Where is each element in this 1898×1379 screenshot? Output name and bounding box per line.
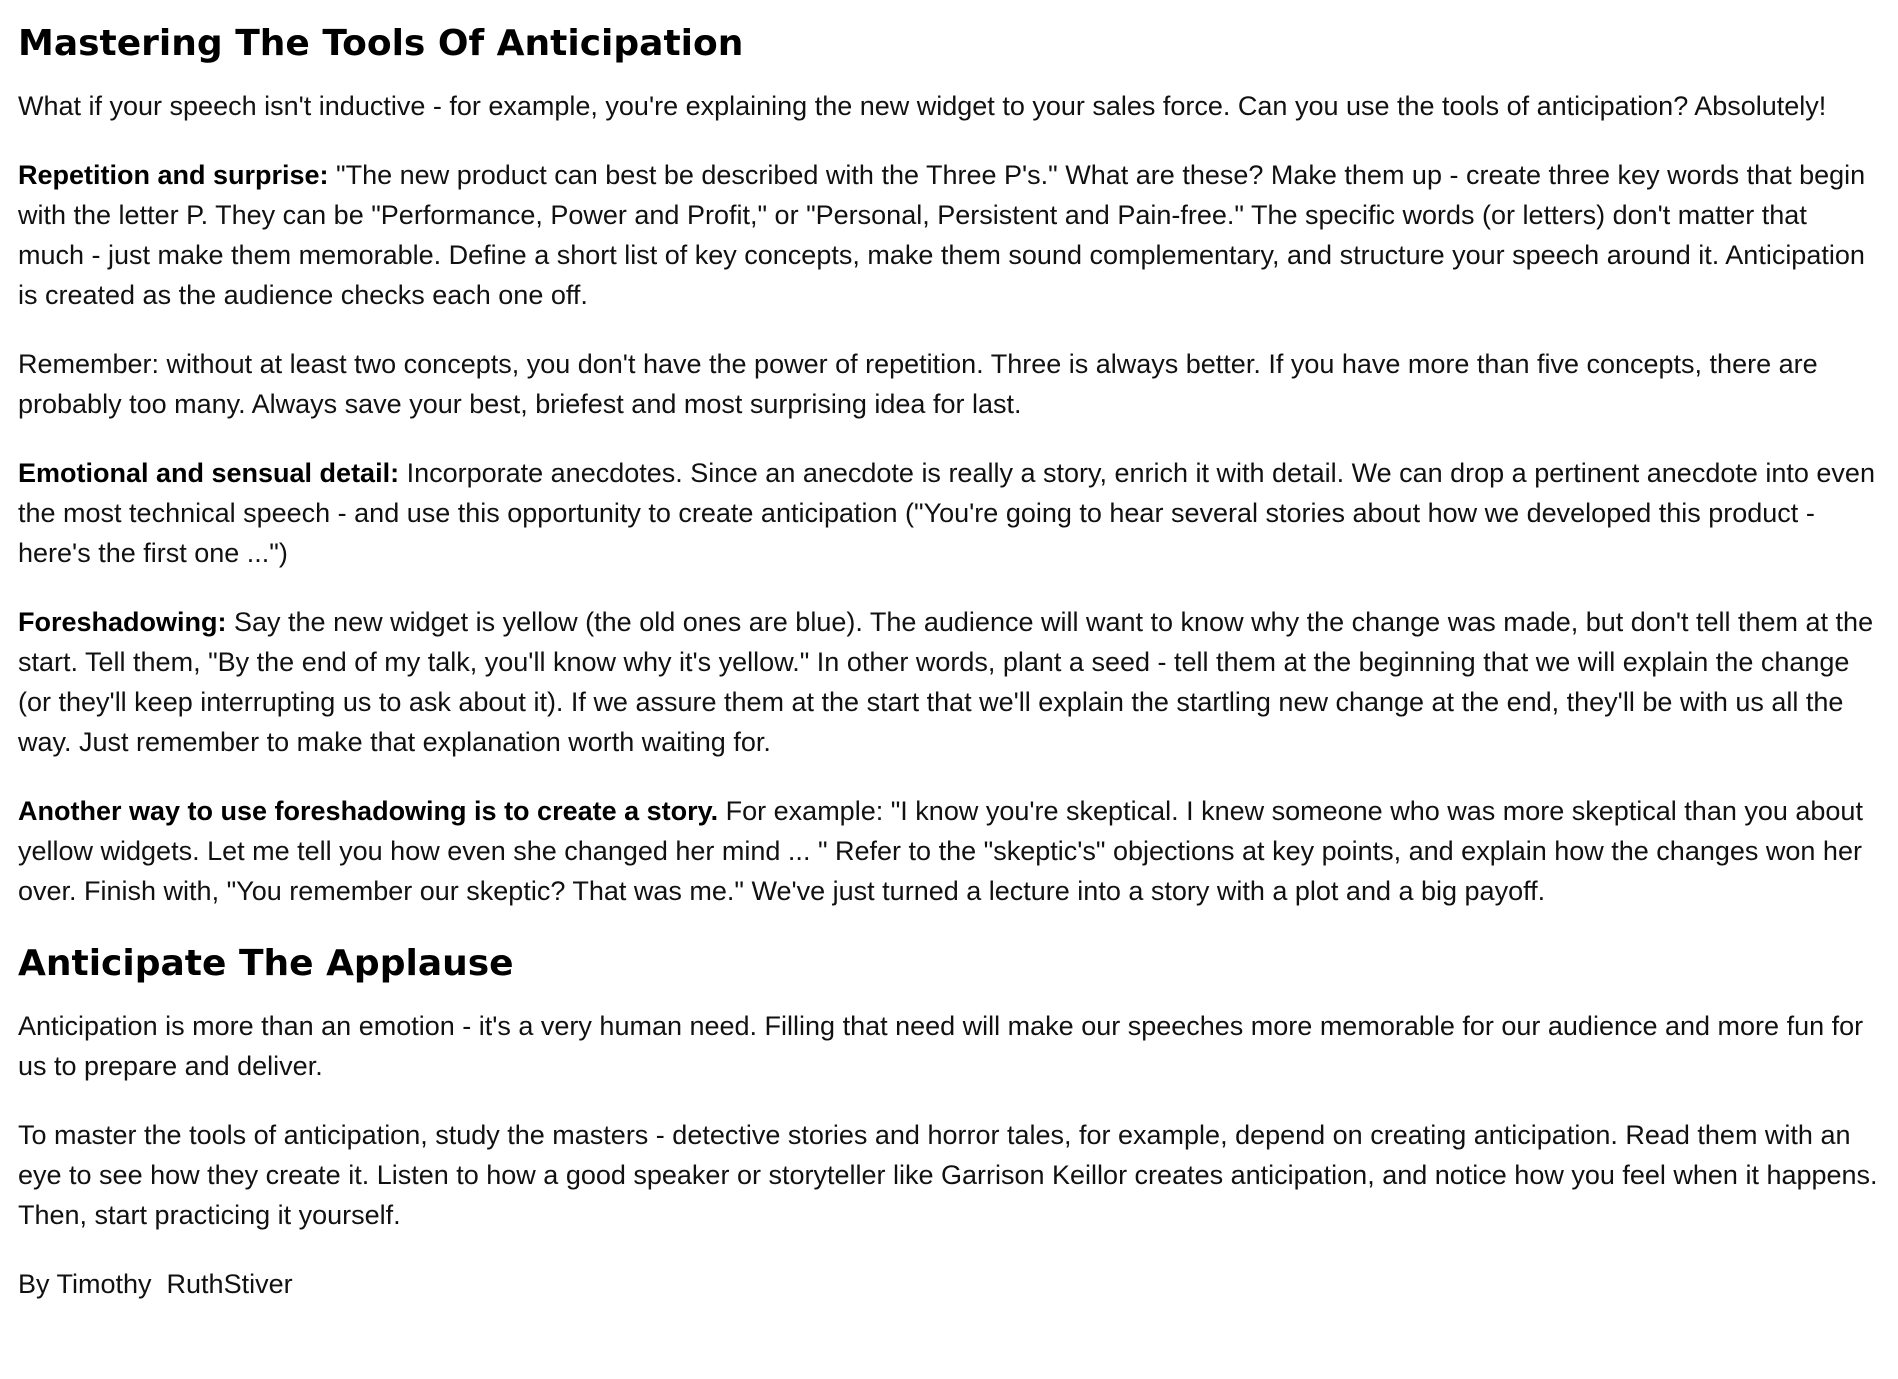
foreshadowing-paragraph xyxy=(18,602,1880,762)
section-heading-applause: Anticipate The Applause xyxy=(18,943,514,984)
repetition-text: "The new product can best be described with the Three P's." What are these? Make them up - create three key words that begin with the letter P. They can be "Performance, Power and Profit," or "Personal, Persistent and Pain-free." The specific words (or letters) don't matter that much - just make them memorable. Define a short list of key concepts, make them sound complementary, and structure your speech around it. Anticipation is created as the audience checks each one off. xyxy=(18,160,1866,310)
emotional-lead: Emotional and sensual detail: xyxy=(18,458,400,488)
applause-paragraph-2: To master the tools of anticipation, study the masters - detective stories and horror tales, for example, depend on creating anticipation. Read them with an eye to see how they create it. Listen to how a good speaker or storyteller like Garrison Keillor creates anticipation, and notice how you feel when it happens. Then, start practicing it yourself. xyxy=(18,1120,1878,1230)
story-text: For example: "I know you're skeptical. I knew someone who was more skeptical than you about yellow widgets. Let me tell you how even she changed her mind ... " Refer to the "skeptic's" objections at key points, and explain how the changes won her over. Finish with, "You remember our skeptic? That was me." We've just turned a lecture into a story with a plot and a big payoff. xyxy=(18,796,1863,906)
repetition-lead: Repetition and surprise: xyxy=(18,160,329,190)
remember-paragraph: Remember: without at least two concepts, you don't have the power of repetition. Three is always better. If you have more than five concepts, there are probably too many. Always save your best, briefest and most surprising idea for last. xyxy=(18,349,1818,419)
emotional-paragraph xyxy=(18,453,1880,573)
foreshadowing-lead: Foreshadowing: xyxy=(18,607,227,637)
emotional-text: Incorporate anecdotes. Since an anecdote is really a story, enrich it with detail. We can drop a pertinent anecdote into even the most technical speech - and use this opportunity to create anticipation ("You're going to hear several stories about how we developed this product - here's the first one ...") xyxy=(18,458,1875,568)
story-paragraph xyxy=(18,791,1880,911)
section-heading-tools: Mastering The Tools Of Anticipation xyxy=(18,23,744,64)
intro-paragraph: What if your speech isn't inductive - for example, you're explaining the new widget to your sales force. Can you use the tools of anticipation? Absolutely! xyxy=(18,91,1827,121)
foreshadowing-text: Say the new widget is yellow (the old ones are blue). The audience will want to know why the change was made, but don't tell them at the start. Tell them, "By the end of my talk, you'll know why it's yellow." In other words, plant a seed - tell them at the beginning that we will explain the change (or they'll keep interrupting us to ask about it). If we assure them at the start that we'll explain the startling new change at the end, they'll be with us all the way. Just remember to make that explanation worth waiting for. xyxy=(18,607,1874,757)
applause-paragraph-1: Anticipation is more than an emotion - it's a very human need. Filling that need will make our speeches more memorable for our audience and more fun for us to prepare and deliver. xyxy=(18,1011,1864,1081)
story-lead: Another way to use foreshadowing is to create a story. xyxy=(18,796,719,826)
repetition-paragraph xyxy=(18,155,1880,315)
byline: By Timothy RuthStiver xyxy=(18,1269,293,1299)
